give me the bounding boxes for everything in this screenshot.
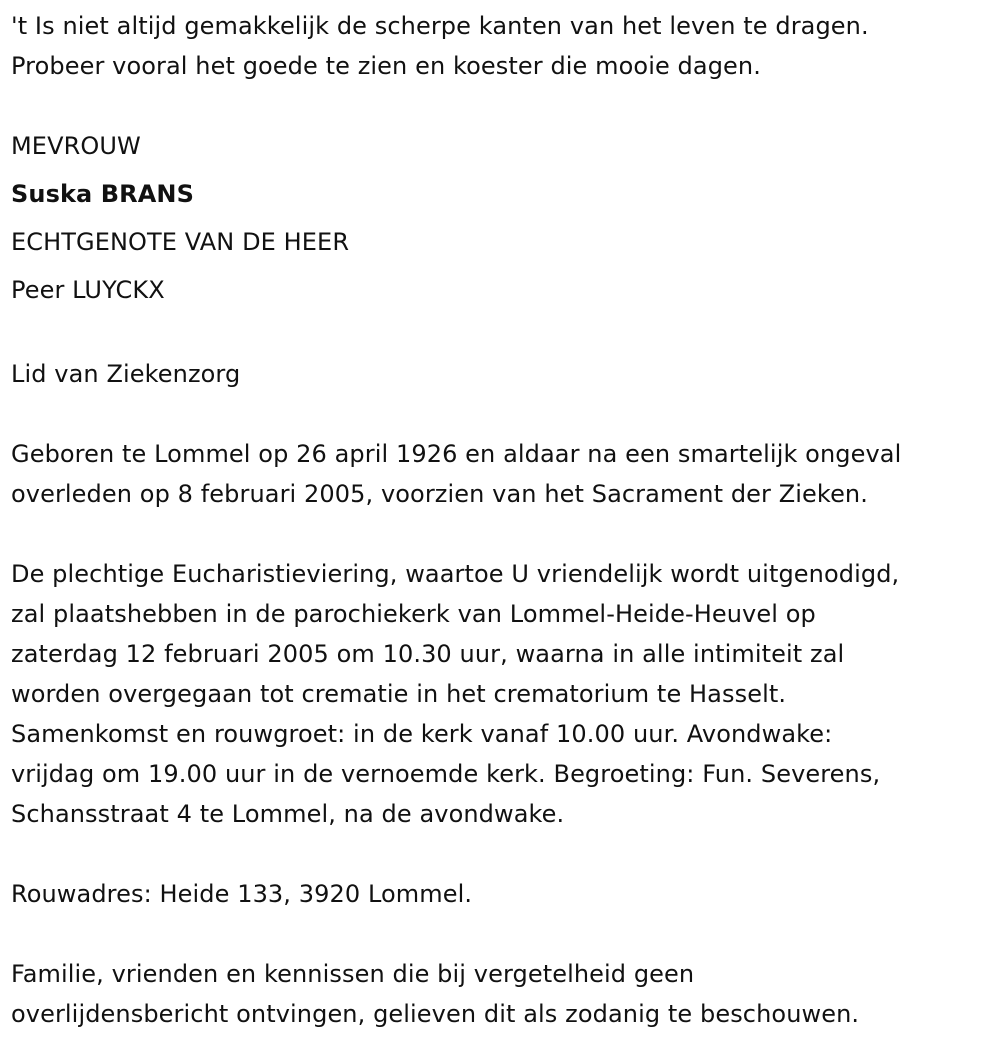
ceremony-line: zaterdag 12 februari 2005 om 10.30 uur, waarna in alle intimiteit zal (11, 640, 845, 668)
closing-line: Familie, vrienden en kennissen die bij vergetelheid geen (11, 960, 695, 988)
person-block (11, 122, 1000, 314)
ceremony-line: De plechtige Eucharistieviering, waartoe U vriendelijk wordt uitgenodigd, (11, 560, 900, 588)
ceremony-paragraph (11, 554, 1000, 834)
birth-death-paragraph (11, 434, 1000, 514)
ceremony-line: worden overgegaan tot crematie in het crematorium te Hasselt. (11, 680, 787, 708)
quote-line: 't Is niet altijd gemakkelijk de scherpe kanten van het leven te dragen. (11, 12, 869, 40)
address-paragraph (11, 874, 1000, 914)
closing-line: overlijdensbericht ontvingen, gelieven dit als zodanig te beschouwen. (11, 1000, 860, 1028)
birth-death-line: Geboren te Lommel op 26 april 1926 en aldaar na een smartelijk ongeval (11, 440, 902, 468)
mourning-address: Rouwadres: Heide 133, 3920 Lommel. (11, 880, 473, 908)
membership-paragraph (11, 354, 1000, 394)
closing-paragraph (11, 954, 1000, 1034)
person-name: Suska BRANS (11, 180, 194, 208)
membership-line: Lid van Ziekenzorg (11, 360, 241, 388)
ceremony-line: vrijdag om 19.00 uur in de vernoemde kerk. Begroeting: Fun. Severens, (11, 760, 881, 788)
person-relation: ECHTGENOTE VAN DE HEER (11, 228, 350, 256)
ceremony-line: Schansstraat 4 te Lommel, na de avondwake. (11, 800, 565, 828)
ceremony-line: zal plaatshebben in de parochiekerk van Lommel-Heide-Heuvel op (11, 600, 816, 628)
quote-line: Probeer vooral het goede te zien en koester die mooie dagen. (11, 52, 761, 80)
person-title: MEVROUW (11, 132, 141, 160)
quote-paragraph (11, 6, 1000, 86)
birth-death-line: overleden op 8 februari 2005, voorzien van het Sacrament der Zieken. (11, 480, 868, 508)
ceremony-line: Samenkomst en rouwgroet: in de kerk vanaf 10.00 uur. Avondwake: (11, 720, 833, 748)
spouse-name: Peer LUYCKX (11, 276, 165, 304)
